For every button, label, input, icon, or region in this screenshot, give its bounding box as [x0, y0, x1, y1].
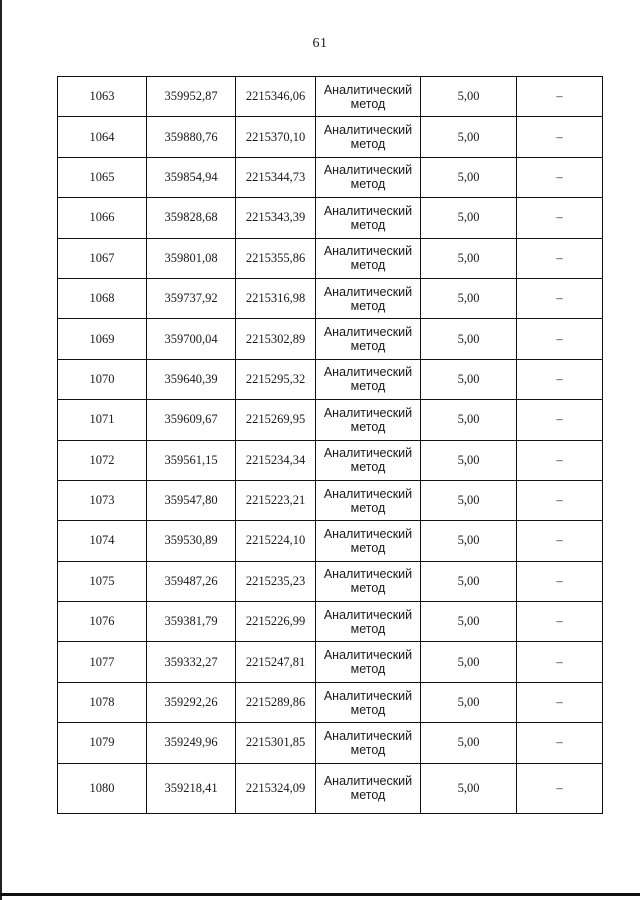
coordinates-table — [57, 76, 603, 814]
x-coordinate-cell: 359609,67 — [147, 400, 236, 440]
x-coordinate-cell: 359640,39 — [147, 359, 236, 399]
table-row — [58, 642, 603, 682]
method-cell — [316, 198, 421, 238]
accuracy-cell: 5,00 — [421, 440, 517, 480]
point-number-cell: 1071 — [58, 400, 147, 440]
note-cell: – — [517, 440, 603, 480]
accuracy-cell: 5,00 — [421, 521, 517, 561]
point-number-cell: 1078 — [58, 682, 147, 722]
method-cell — [316, 763, 421, 813]
point-number-cell: 1064 — [58, 117, 147, 157]
method-line-1: Аналитический — [323, 284, 413, 299]
table-row — [58, 238, 603, 278]
y-coordinate-cell: 2215289,86 — [236, 682, 316, 722]
accuracy-cell: 5,00 — [421, 480, 517, 520]
point-number-cell: 1065 — [58, 157, 147, 197]
method-line-2: метод — [350, 339, 386, 354]
note-cell: – — [517, 723, 603, 763]
table-row — [58, 198, 603, 238]
table-row — [58, 480, 603, 520]
x-coordinate-cell: 359700,04 — [147, 319, 236, 359]
point-number-cell: 1079 — [58, 723, 147, 763]
method-line-2: метод — [350, 460, 386, 475]
table-row — [58, 440, 603, 480]
method-line-1: Аналитический — [323, 567, 413, 582]
accuracy-cell: 5,00 — [421, 723, 517, 763]
y-coordinate-cell: 2215234,34 — [236, 440, 316, 480]
page-number: 61 — [312, 36, 328, 51]
x-coordinate-cell: 359547,80 — [147, 480, 236, 520]
method-line-1: Аналитический — [323, 244, 413, 259]
method-cell — [316, 561, 421, 601]
method-line-2: метод — [350, 788, 386, 803]
accuracy-cell: 5,00 — [421, 319, 517, 359]
table-row — [58, 319, 603, 359]
table-row — [58, 561, 603, 601]
point-number-cell: 1068 — [58, 278, 147, 318]
method-line-2: метод — [350, 621, 386, 636]
method-line-2: метод — [350, 137, 386, 152]
accuracy-cell: 5,00 — [421, 157, 517, 197]
note-cell: – — [517, 480, 603, 520]
point-number-cell: 1073 — [58, 480, 147, 520]
y-coordinate-cell: 2215247,81 — [236, 642, 316, 682]
note-cell: – — [517, 157, 603, 197]
point-number-cell: 1076 — [58, 602, 147, 642]
method-cell — [316, 238, 421, 278]
table-row — [58, 763, 603, 813]
method-line-2: метод — [350, 742, 386, 757]
method-cell — [316, 77, 421, 117]
note-cell: – — [517, 319, 603, 359]
scan-left-edge — [0, 0, 2, 900]
method-line-1: Аналитический — [323, 446, 413, 461]
method-cell — [316, 319, 421, 359]
accuracy-cell: 5,00 — [421, 642, 517, 682]
method-line-1: Аналитический — [323, 774, 413, 789]
y-coordinate-cell: 2215324,09 — [236, 763, 316, 813]
method-line-1: Аналитический — [323, 526, 413, 541]
method-line-2: метод — [350, 96, 386, 111]
method-cell — [316, 278, 421, 318]
table-row — [58, 278, 603, 318]
accuracy-cell: 5,00 — [421, 561, 517, 601]
method-line-1: Аналитический — [323, 486, 413, 501]
table-row — [58, 77, 603, 117]
method-line-1: Аналитический — [323, 203, 413, 218]
method-cell — [316, 480, 421, 520]
point-number-cell: 1067 — [58, 238, 147, 278]
accuracy-cell: 5,00 — [421, 682, 517, 722]
x-coordinate-cell: 359249,96 — [147, 723, 236, 763]
x-coordinate-cell: 359332,27 — [147, 642, 236, 682]
method-line-1: Аналитический — [323, 325, 413, 340]
x-coordinate-cell: 359218,41 — [147, 763, 236, 813]
accuracy-cell: 5,00 — [421, 359, 517, 399]
x-coordinate-cell: 359292,26 — [147, 682, 236, 722]
method-line-2: метод — [350, 581, 386, 596]
x-coordinate-cell: 359737,92 — [147, 278, 236, 318]
y-coordinate-cell: 2215235,23 — [236, 561, 316, 601]
y-coordinate-cell: 2215355,86 — [236, 238, 316, 278]
table-row — [58, 157, 603, 197]
method-cell — [316, 521, 421, 561]
note-cell: – — [517, 117, 603, 157]
note-cell: – — [517, 561, 603, 601]
note-cell: – — [517, 642, 603, 682]
accuracy-cell: 5,00 — [421, 238, 517, 278]
method-line-2: метод — [350, 217, 386, 232]
note-cell: – — [517, 238, 603, 278]
point-number-cell: 1063 — [58, 77, 147, 117]
y-coordinate-cell: 2215223,21 — [236, 480, 316, 520]
y-coordinate-cell: 2215269,95 — [236, 400, 316, 440]
point-number-cell: 1077 — [58, 642, 147, 682]
accuracy-cell: 5,00 — [421, 77, 517, 117]
x-coordinate-cell: 359561,15 — [147, 440, 236, 480]
note-cell: – — [517, 602, 603, 642]
method-cell — [316, 117, 421, 157]
table-row — [58, 117, 603, 157]
point-number-cell: 1069 — [58, 319, 147, 359]
note-cell: – — [517, 521, 603, 561]
point-number-cell: 1072 — [58, 440, 147, 480]
note-cell: – — [517, 400, 603, 440]
accuracy-cell: 5,00 — [421, 400, 517, 440]
point-number-cell: 1080 — [58, 763, 147, 813]
y-coordinate-cell: 2215224,10 — [236, 521, 316, 561]
x-coordinate-cell: 359952,87 — [147, 77, 236, 117]
table-row — [58, 400, 603, 440]
table-row — [58, 359, 603, 399]
method-line-1: Аналитический — [323, 365, 413, 380]
note-cell: – — [517, 682, 603, 722]
scan-bottom-edge — [0, 893, 640, 896]
x-coordinate-cell: 359381,79 — [147, 602, 236, 642]
y-coordinate-cell: 2215346,06 — [236, 77, 316, 117]
method-line-1: Аналитический — [323, 123, 413, 138]
accuracy-cell: 5,00 — [421, 602, 517, 642]
y-coordinate-cell: 2215226,99 — [236, 602, 316, 642]
x-coordinate-cell: 359828,68 — [147, 198, 236, 238]
point-number-cell: 1066 — [58, 198, 147, 238]
method-line-1: Аналитический — [323, 688, 413, 703]
method-cell — [316, 440, 421, 480]
table-row — [58, 682, 603, 722]
note-cell: – — [517, 359, 603, 399]
note-cell: – — [517, 763, 603, 813]
method-cell — [316, 400, 421, 440]
note-cell: – — [517, 198, 603, 238]
table-body — [58, 77, 603, 814]
method-line-1: Аналитический — [323, 648, 413, 663]
y-coordinate-cell: 2215344,73 — [236, 157, 316, 197]
accuracy-cell: 5,00 — [421, 117, 517, 157]
y-coordinate-cell: 2215302,89 — [236, 319, 316, 359]
method-line-2: метод — [350, 500, 386, 515]
x-coordinate-cell: 359880,76 — [147, 117, 236, 157]
method-line-2: метод — [350, 379, 386, 394]
y-coordinate-cell: 2215343,39 — [236, 198, 316, 238]
x-coordinate-cell: 359530,89 — [147, 521, 236, 561]
table-row — [58, 521, 603, 561]
accuracy-cell: 5,00 — [421, 278, 517, 318]
method-line-1: Аналитический — [323, 607, 413, 622]
x-coordinate-cell: 359487,26 — [147, 561, 236, 601]
point-number-cell: 1070 — [58, 359, 147, 399]
method-line-2: метод — [350, 298, 386, 313]
table-row — [58, 723, 603, 763]
method-line-2: метод — [350, 702, 386, 717]
method-line-2: метод — [350, 540, 386, 555]
y-coordinate-cell: 2215295,32 — [236, 359, 316, 399]
method-cell — [316, 723, 421, 763]
x-coordinate-cell: 359854,94 — [147, 157, 236, 197]
y-coordinate-cell: 2215316,98 — [236, 278, 316, 318]
method-line-2: метод — [350, 419, 386, 434]
y-coordinate-cell: 2215370,10 — [236, 117, 316, 157]
method-line-1: Аналитический — [323, 405, 413, 420]
accuracy-cell: 5,00 — [421, 198, 517, 238]
accuracy-cell: 5,00 — [421, 763, 517, 813]
method-line-1: Аналитический — [323, 163, 413, 178]
note-cell: – — [517, 278, 603, 318]
method-line-2: метод — [350, 177, 386, 192]
method-cell — [316, 359, 421, 399]
method-cell — [316, 602, 421, 642]
y-coordinate-cell: 2215301,85 — [236, 723, 316, 763]
note-cell: – — [517, 77, 603, 117]
method-cell — [316, 642, 421, 682]
method-line-2: метод — [350, 662, 386, 677]
table-row — [58, 602, 603, 642]
method-line-1: Аналитический — [323, 82, 413, 97]
method-line-1: Аналитический — [323, 728, 413, 743]
method-cell — [316, 157, 421, 197]
method-cell — [316, 682, 421, 722]
method-line-2: метод — [350, 258, 386, 273]
point-number-cell: 1074 — [58, 521, 147, 561]
x-coordinate-cell: 359801,08 — [147, 238, 236, 278]
point-number-cell: 1075 — [58, 561, 147, 601]
